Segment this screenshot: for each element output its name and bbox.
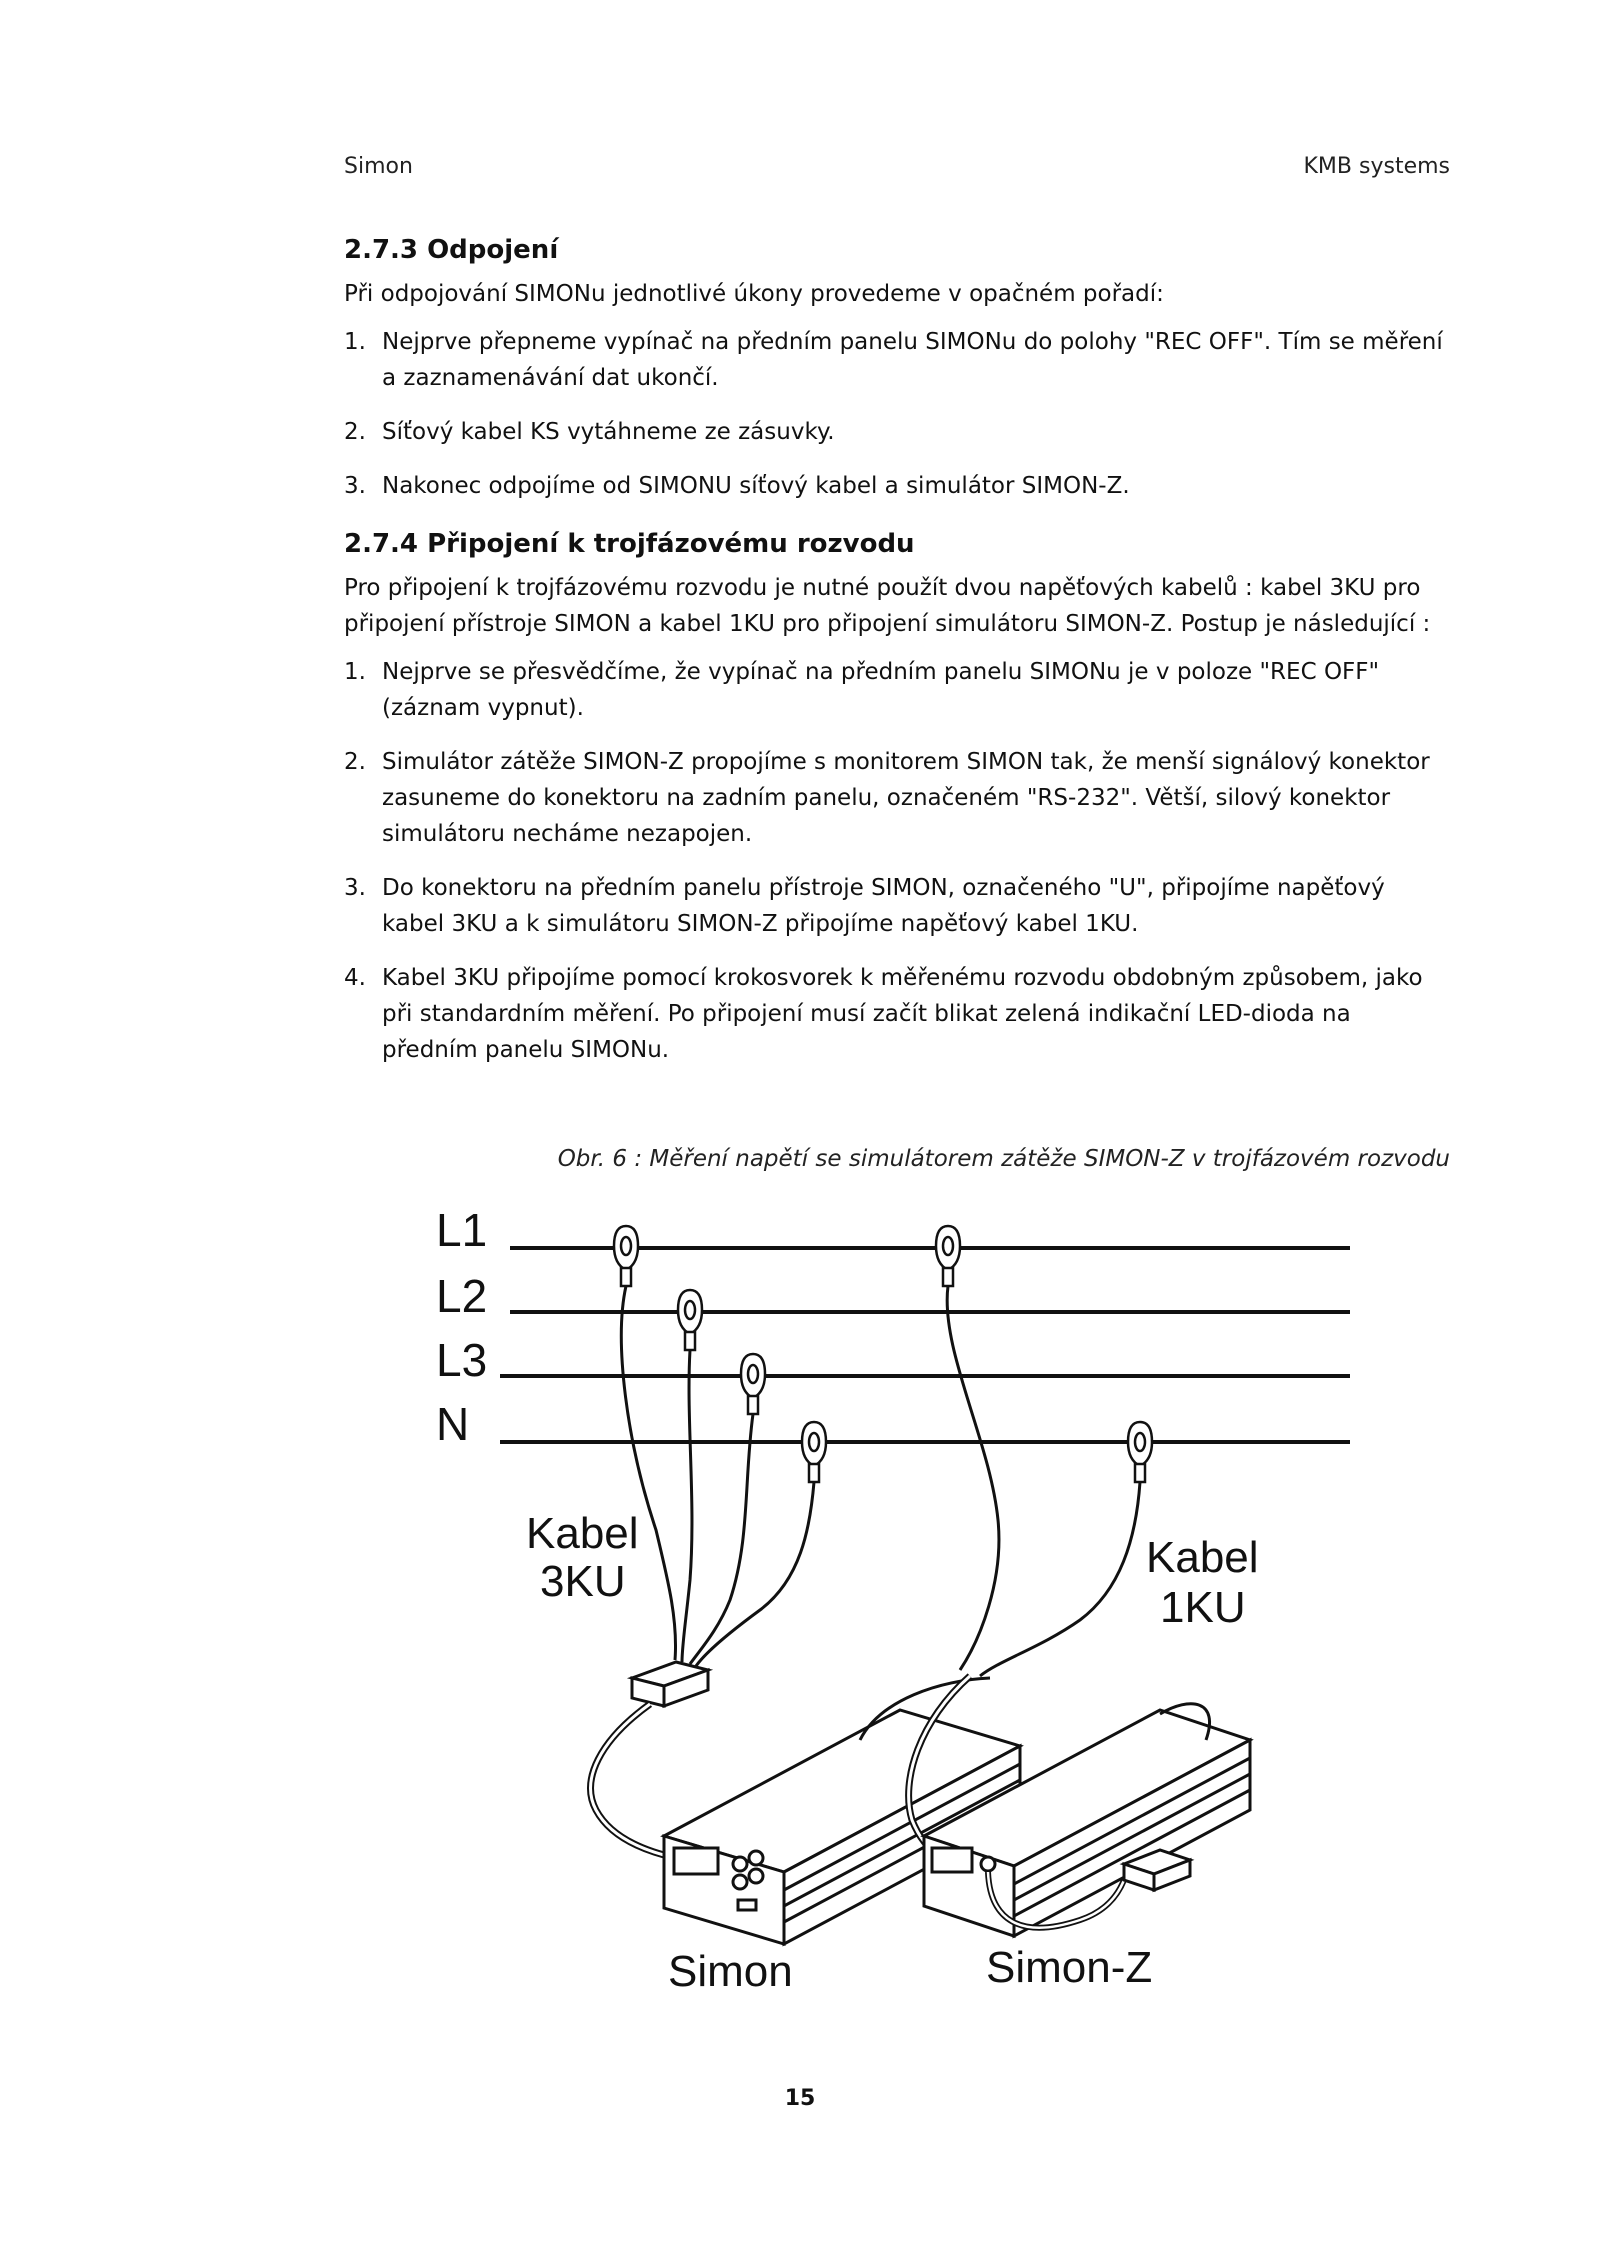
list-item: [344, 324, 1450, 396]
item-number: 1.: [344, 659, 366, 685]
item-number: 3.: [344, 875, 366, 901]
junction-box-3ku: [632, 1662, 708, 1706]
page-number: 15: [784, 2086, 816, 2111]
device-label-simon: Simon: [668, 1947, 793, 1996]
device-label-simon-z: Simon-Z: [986, 1943, 1153, 1992]
section-heading-pripojeni: 2.7.4 Připojení k trojfázovému rozvodu: [344, 529, 915, 559]
item-number: 4.: [344, 965, 366, 991]
line-label-l2: L2: [436, 1270, 488, 1322]
cable-1ku-wires: [947, 1286, 1140, 1676]
section-intro: Při odpojování SIMONu jednotlivé úkony provedeme v opačném pořadí:: [344, 281, 1164, 307]
section-heading-odpojeni: 2.7.3 Odpojení: [344, 235, 559, 265]
cable-label-3ku-line2: 3KU: [540, 1557, 626, 1606]
item-text: Nakonec odpojíme od SIMONU síťový kabel a simulátor SIMON-Z.: [382, 473, 1130, 499]
clamp-3ku-n: [802, 1422, 826, 1482]
list-item: [344, 468, 1450, 504]
section-intro: Pro připojení k trojfázovému rozvodu je nutné použít dvou napěťových kabelů : kabel 3KU pro připojení přístroje SIMON a kabel 1KU pro připojení simulátoru SIMON-Z. Postup je následující :: [344, 575, 1431, 637]
steps-list: [344, 324, 1450, 504]
cable-label-1ku-line1: Kabel: [1146, 1533, 1259, 1582]
clamp-3ku-l2: [678, 1290, 702, 1350]
item-text: Do konektoru na předním panelu přístroje SIMON, označeného "U", připojíme napěťový kabel 3KU a k simulátoru SIMON-Z připojíme napěťový kabel 1KU.: [382, 875, 1385, 937]
steps-list: [344, 654, 1450, 1068]
item-number: 2.: [344, 419, 366, 445]
list-item: [344, 870, 1450, 942]
list-item: [344, 744, 1450, 852]
item-text: Síťový kabel KS vytáhneme ze zásuvky.: [382, 419, 835, 445]
item-number: 1.: [344, 329, 366, 355]
item-text: Nejprve přepneme vypínač na předním panelu SIMONu do polohy "REC OFF". Tím se měření a zaznamenávání dat ukončí.: [382, 329, 1443, 391]
cable-label-1ku-line2: 1KU: [1160, 1583, 1246, 1632]
figure-caption: Obr. 6 : Měření napětí se simulátorem zátěže SIMON-Z v trojfázovém rozvodu: [557, 1146, 1450, 1172]
line-label-l1: L1: [436, 1204, 488, 1256]
clamp-1ku-l1: [936, 1226, 960, 1286]
item-text: Nejprve se přesvědčíme, že vypínač na předním panelu SIMONu je v poloze "REC OFF" (záznam vypnut).: [382, 659, 1380, 721]
wiring-diagram: [400, 1200, 1380, 2000]
header-right: KMB systems: [1303, 154, 1450, 179]
clamp-3ku-l1: [614, 1226, 638, 1286]
line-label-l3: L3: [436, 1334, 488, 1386]
item-number: 2.: [344, 749, 366, 775]
clamp-1ku-n: [1128, 1422, 1152, 1482]
list-item: [344, 414, 1450, 450]
item-number: 3.: [344, 473, 366, 499]
clamp-3ku-l3: [741, 1354, 765, 1414]
list-item: [344, 960, 1450, 1068]
cable-3ku-wires: [621, 1286, 814, 1666]
header-left: Simon: [344, 154, 413, 179]
item-text: Kabel 3KU připojíme pomocí krokosvorek k měřenému rozvodu obdobným způsobem, jako při standardním měření. Po připojení musí začít blikat zelená indikační LED-dioda na předním panelu SIMONu.: [382, 965, 1423, 1063]
line-label-n: N: [436, 1398, 470, 1450]
main-content: [344, 232, 1450, 1086]
list-item: [344, 654, 1450, 726]
cable-label-3ku-line1: Kabel: [526, 1509, 639, 1558]
item-text: Simulátor zátěže SIMON-Z propojíme s monitorem SIMON tak, že menší signálový konektor zasuneme do konektoru na zadním panelu, označeném "RS-232". Větší, silový konektor simulátoru necháme nezapojen.: [382, 749, 1430, 847]
